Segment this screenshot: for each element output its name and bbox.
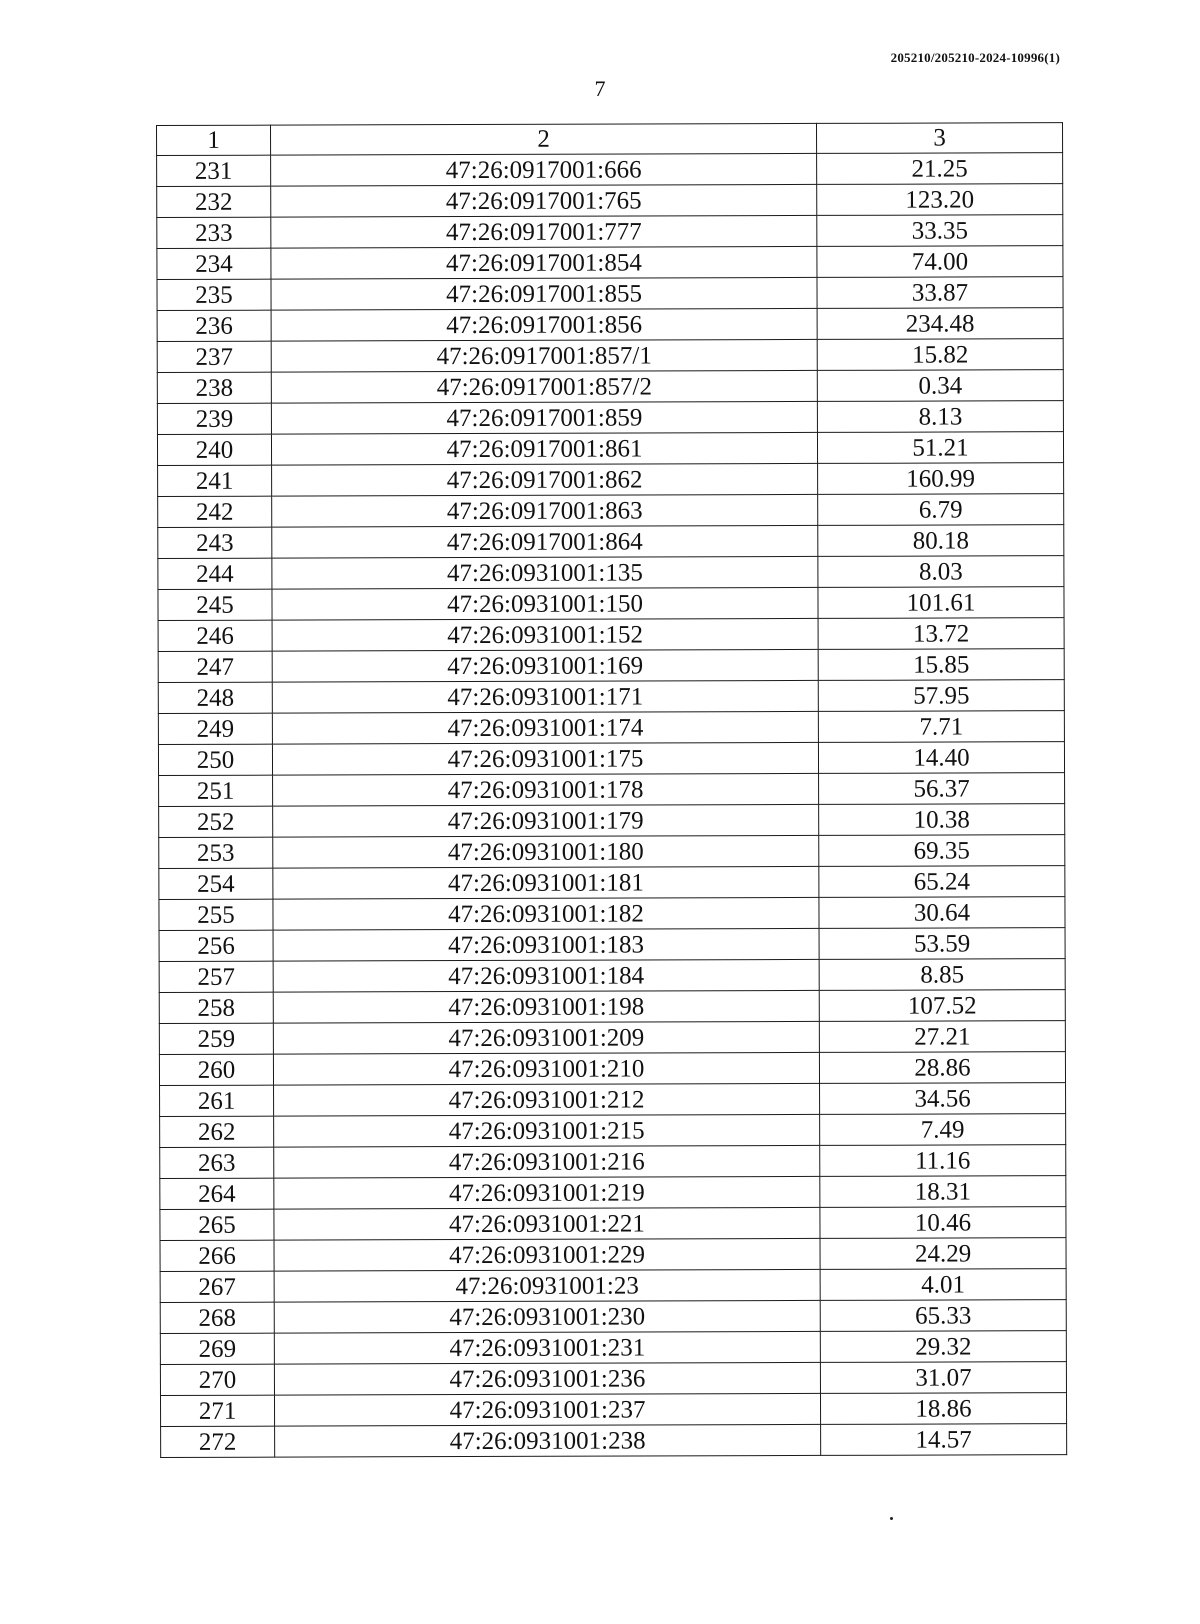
table-row: [157, 277, 1063, 311]
row-number-cell: 260: [159, 1054, 273, 1085]
cadastral-number-cell: 47:26:0931001:152: [272, 618, 818, 651]
cadastral-number-cell: 47:26:0917001:666: [271, 153, 817, 186]
table-row: [157, 184, 1063, 218]
cadastral-number-cell: 47:26:0917001:862: [272, 463, 818, 496]
value-cell: 14.40: [818, 742, 1064, 774]
table-row: [160, 1114, 1066, 1148]
row-number-cell: 245: [158, 589, 272, 620]
table-row: [158, 680, 1064, 714]
value-cell: 31.07: [820, 1362, 1066, 1394]
table-row: [159, 1052, 1065, 1086]
table-row: [160, 1331, 1066, 1365]
row-number-cell: 262: [160, 1116, 274, 1147]
value-cell: 15.82: [817, 339, 1063, 371]
value-cell: 7.71: [818, 711, 1064, 743]
value-cell: 51.21: [817, 432, 1063, 464]
cadastral-number-cell: 47:26:0931001:212: [274, 1083, 820, 1116]
value-cell: 10.46: [820, 1207, 1066, 1239]
table-row: [158, 587, 1064, 621]
row-number-cell: 254: [159, 868, 273, 899]
value-cell: 74.00: [817, 246, 1063, 278]
cadastral-number-cell: 47:26:0917001:859: [271, 401, 817, 434]
table-row: [160, 1300, 1066, 1334]
value-cell: 8.85: [819, 959, 1065, 991]
value-cell: 107.52: [819, 990, 1065, 1022]
table-row: [157, 215, 1063, 249]
cadastral-number-cell: 47:26:0917001:861: [271, 432, 817, 465]
row-number-cell: 250: [158, 744, 272, 775]
parcel-table: [156, 122, 1067, 1458]
row-number-cell: 235: [157, 279, 271, 310]
value-cell: 65.24: [819, 866, 1065, 898]
value-cell: 11.16: [820, 1145, 1066, 1177]
value-cell: 34.56: [820, 1083, 1066, 1115]
row-number-cell: 248: [158, 682, 272, 713]
row-number-cell: 253: [159, 837, 273, 868]
value-cell: 8.13: [817, 401, 1063, 433]
value-cell: 13.72: [818, 618, 1064, 650]
row-number-cell: 238: [157, 372, 271, 403]
cadastral-number-cell: 47:26:0917001:765: [271, 184, 817, 217]
cadastral-number-cell: 47:26:0931001:216: [274, 1145, 820, 1178]
cadastral-number-cell: 47:26:0931001:215: [274, 1114, 820, 1147]
value-cell: 8.03: [818, 556, 1064, 588]
row-number-cell: 237: [157, 341, 271, 372]
row-number-cell: 263: [160, 1147, 274, 1178]
row-number-cell: 240: [157, 434, 271, 465]
table-row: [159, 928, 1065, 962]
cadastral-number-cell: 47:26:0917001:855: [271, 277, 817, 310]
document-id: 205210/205210-2024-10996(1): [890, 50, 1060, 65]
cadastral-number-cell: 47:26:0931001:184: [273, 959, 819, 992]
table-row: [160, 1393, 1066, 1427]
table-row: [158, 649, 1064, 683]
table-row: [159, 773, 1065, 807]
value-cell: 65.33: [820, 1300, 1066, 1332]
cadastral-number-cell: 47:26:0931001:171: [272, 680, 818, 713]
row-number-cell: 231: [157, 155, 271, 186]
value-cell: 6.79: [818, 494, 1064, 526]
row-number-cell: 252: [159, 806, 273, 837]
cadastral-number-cell: 47:26:0931001:221: [274, 1207, 820, 1240]
cadastral-number-cell: 47:26:0931001:181: [273, 866, 819, 899]
value-cell: 30.64: [819, 897, 1065, 929]
row-number-cell: 247: [158, 651, 272, 682]
value-cell: 0.34: [817, 370, 1063, 402]
column-header-cadastral-number: 2: [271, 123, 817, 155]
table-row: [160, 1269, 1066, 1303]
cadastral-number-cell: 47:26:0917001:864: [272, 525, 818, 558]
column-header-value: 3: [816, 123, 1062, 154]
row-number-cell: 255: [159, 899, 273, 930]
table-row: [159, 1021, 1065, 1055]
value-cell: 18.86: [820, 1393, 1066, 1425]
value-cell: 33.35: [817, 215, 1063, 247]
table-row: [158, 711, 1064, 745]
column-header-number: 1: [157, 125, 271, 155]
cadastral-number-cell: 47:26:0931001:229: [274, 1238, 820, 1271]
cadastral-number-cell: 47:26:0917001:854: [271, 246, 817, 279]
cadastral-number-cell: 47:26:0917001:863: [272, 494, 818, 527]
row-number-cell: 246: [158, 620, 272, 651]
cadastral-number-cell: 47:26:0931001:219: [274, 1176, 820, 1209]
row-number-cell: 244: [158, 558, 272, 589]
row-number-cell: 258: [159, 992, 273, 1023]
table-row: [158, 525, 1064, 559]
table-row: [158, 618, 1064, 652]
table-row: [160, 1238, 1066, 1272]
value-cell: 101.61: [818, 587, 1064, 619]
cadastral-number-cell: 47:26:0931001:178: [273, 773, 819, 806]
table-row: [160, 1207, 1066, 1241]
cadastral-number-cell: 47:26:0931001:236: [274, 1362, 820, 1395]
row-number-cell: 249: [158, 713, 272, 744]
row-number-cell: 270: [160, 1364, 274, 1395]
value-cell: 123.20: [817, 184, 1063, 216]
cadastral-number-cell: 47:26:0931001:182: [273, 897, 819, 930]
value-cell: 53.59: [819, 928, 1065, 960]
table-row: [157, 370, 1063, 404]
cadastral-number-cell: 47:26:0931001:180: [273, 835, 819, 868]
table-row: [160, 1362, 1066, 1396]
row-number-cell: 269: [160, 1333, 274, 1364]
value-cell: 160.99: [818, 463, 1064, 495]
cadastral-number-cell: 47:26:0931001:183: [273, 928, 819, 961]
value-cell: 33.87: [817, 277, 1063, 309]
table-row: [157, 308, 1063, 342]
row-number-cell: 261: [160, 1085, 274, 1116]
row-number-cell: 256: [159, 930, 273, 961]
page-number: 7: [594, 76, 606, 101]
row-number-cell: 233: [157, 217, 271, 248]
row-number-cell: 264: [160, 1178, 274, 1209]
table-row: [157, 153, 1063, 187]
cadastral-number-cell: 47:26:0931001:198: [273, 990, 819, 1023]
value-cell: 80.18: [818, 525, 1064, 557]
table-row: [158, 494, 1064, 528]
table-header-row: [157, 123, 1063, 156]
table-row: [160, 1145, 1066, 1179]
row-number-cell: 243: [158, 527, 272, 558]
table-row: [160, 1176, 1066, 1210]
row-number-cell: 271: [160, 1395, 274, 1426]
table-row: [157, 432, 1063, 466]
row-number-cell: 239: [157, 403, 271, 434]
cadastral-number-cell: 47:26:0931001:238: [275, 1424, 821, 1457]
cadastral-number-cell: 47:26:0931001:174: [272, 711, 818, 744]
cadastral-number-cell: 47:26:0931001:231: [274, 1331, 820, 1364]
value-cell: 18.31: [820, 1176, 1066, 1208]
row-number-cell: 242: [158, 496, 272, 527]
table-row: [157, 339, 1063, 373]
row-number-cell: 265: [160, 1209, 274, 1240]
table-row: [159, 804, 1065, 838]
cadastral-number-cell: 47:26:0931001:169: [272, 649, 818, 682]
value-cell: 14.57: [821, 1424, 1067, 1456]
value-cell: 24.29: [820, 1238, 1066, 1270]
value-cell: 15.85: [818, 649, 1064, 681]
cadastral-number-cell: 47:26:0917001:777: [271, 215, 817, 248]
row-number-cell: 257: [159, 961, 273, 992]
value-cell: 29.32: [820, 1331, 1066, 1363]
value-cell: 69.35: [819, 835, 1065, 867]
cadastral-number-cell: 47:26:0931001:209: [273, 1021, 819, 1054]
table-row: [159, 835, 1065, 869]
row-number-cell: 267: [160, 1271, 274, 1302]
row-number-cell: 266: [160, 1240, 274, 1271]
cadastral-number-cell: 47:26:0917001:856: [271, 308, 817, 341]
row-number-cell: 236: [157, 310, 271, 341]
value-cell: 27.21: [819, 1021, 1065, 1053]
table-row: [158, 556, 1064, 590]
cadastral-number-cell: 47:26:0931001:150: [272, 587, 818, 620]
cadastral-number-cell: 47:26:0931001:23: [274, 1269, 820, 1302]
row-number-cell: 259: [159, 1023, 273, 1054]
row-number-cell: 234: [157, 248, 271, 279]
table-row: [157, 246, 1063, 280]
table-row: [159, 959, 1065, 993]
table-row: [159, 897, 1065, 931]
value-cell: 10.38: [819, 804, 1065, 836]
row-number-cell: 268: [160, 1302, 274, 1333]
cadastral-number-cell: 47:26:0931001:230: [274, 1300, 820, 1333]
scan-speck: [890, 1517, 893, 1520]
row-number-cell: 272: [161, 1426, 275, 1457]
cadastral-number-cell: 47:26:0917001:857/2: [271, 370, 817, 403]
cadastral-number-cell: 47:26:0931001:179: [273, 804, 819, 837]
table-row: [161, 1424, 1067, 1458]
cadastral-number-cell: 47:26:0931001:210: [273, 1052, 819, 1085]
value-cell: 28.86: [819, 1052, 1065, 1084]
value-cell: 7.49: [820, 1114, 1066, 1146]
value-cell: 21.25: [817, 153, 1063, 185]
table-row: [158, 742, 1064, 776]
value-cell: 56.37: [819, 773, 1065, 805]
table-row: [157, 401, 1063, 435]
cadastral-number-cell: 47:26:0931001:175: [272, 742, 818, 775]
table-row: [159, 866, 1065, 900]
row-number-cell: 251: [159, 775, 273, 806]
value-cell: 234.48: [817, 308, 1063, 340]
table-row: [158, 463, 1064, 497]
cadastral-number-cell: 47:26:0931001:135: [272, 556, 818, 589]
row-number-cell: 241: [158, 465, 272, 496]
cadastral-number-cell: 47:26:0931001:237: [274, 1393, 820, 1426]
table-row: [160, 1083, 1066, 1117]
table-row: [159, 990, 1065, 1024]
row-number-cell: 232: [157, 186, 271, 217]
value-cell: 57.95: [818, 680, 1064, 712]
table-body: [157, 153, 1067, 1458]
value-cell: 4.01: [820, 1269, 1066, 1301]
cadastral-number-cell: 47:26:0917001:857/1: [271, 339, 817, 372]
table-container: [156, 122, 1067, 1458]
